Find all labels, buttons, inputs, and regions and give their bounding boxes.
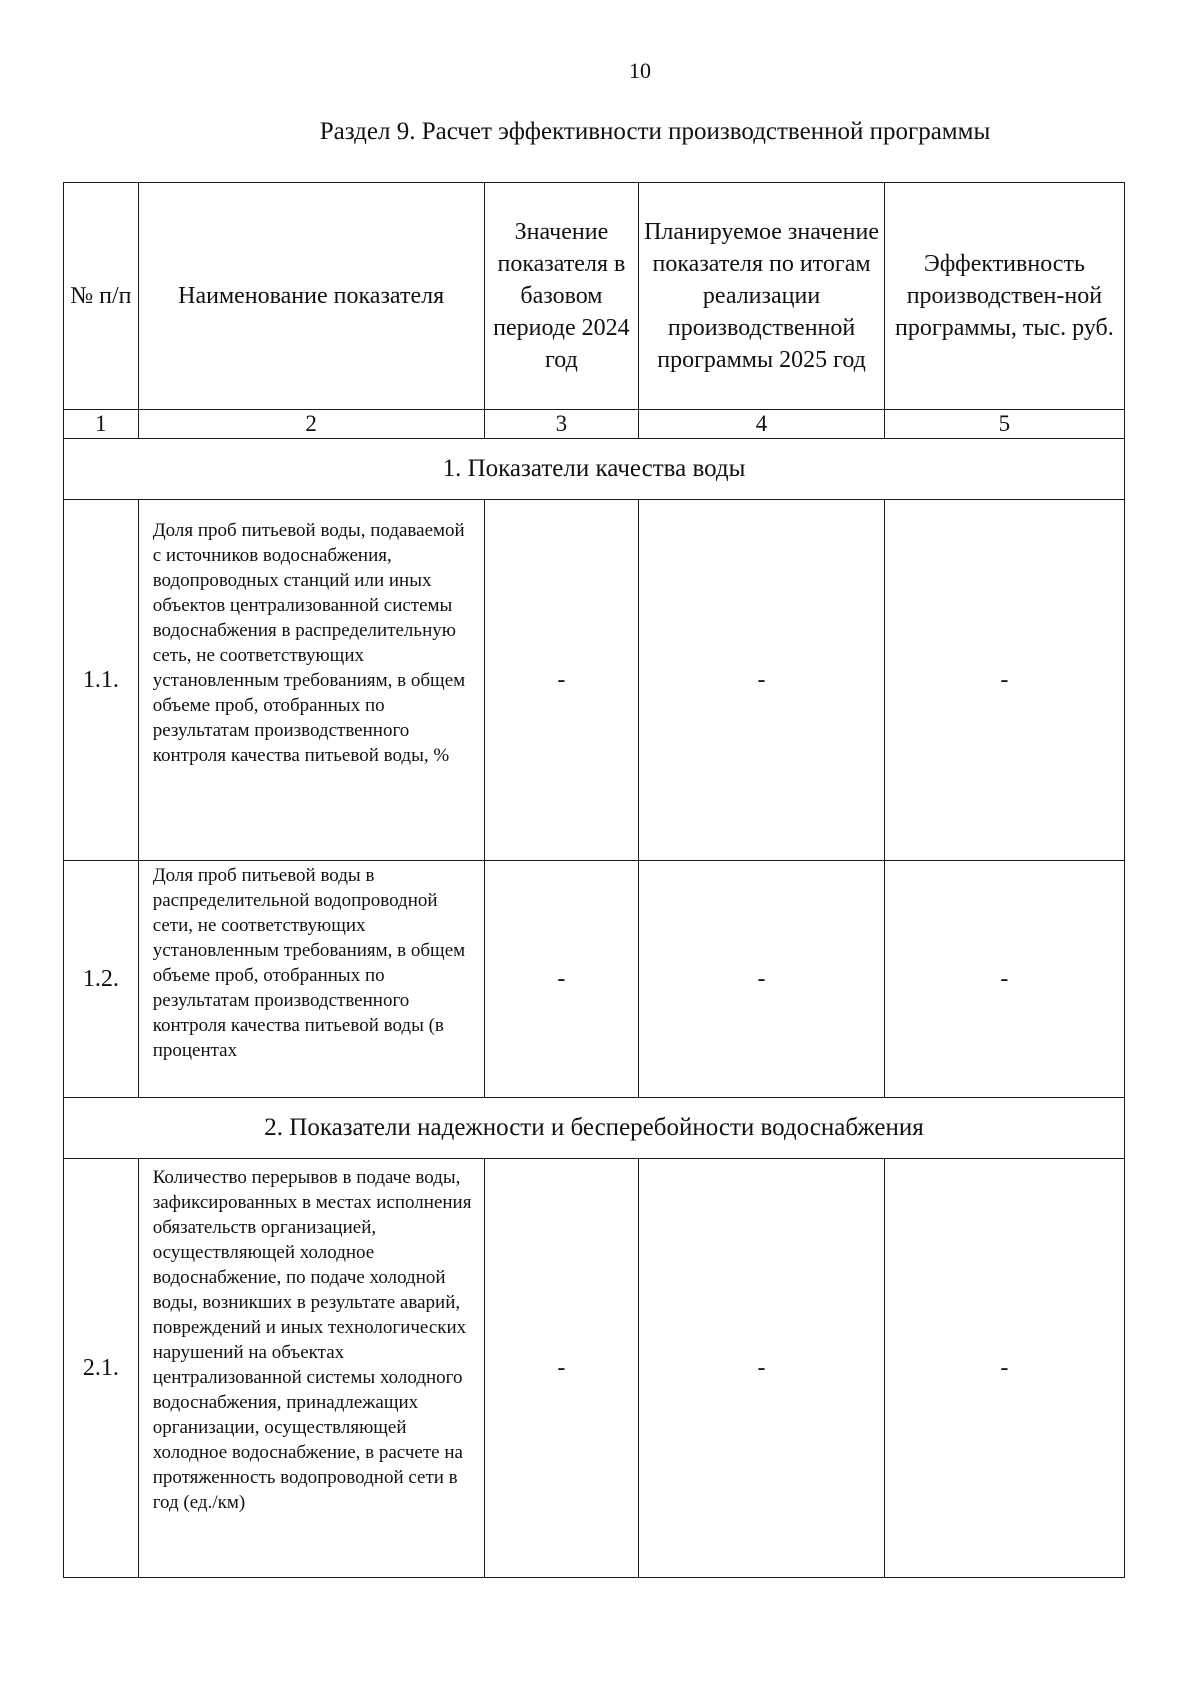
efficiency-value: - — [884, 500, 1124, 861]
indicator-name: Количество перерывов в подаче воды, зафиксированных в местах исполнения обязательств организацией, осуществляющей холодное водоснабжение, по подаче холодной воды, возникших в результате аварий, повреждений и иных технологических нарушений на объектах централизованной системы холодного водоснабжения, принадлежащих организации, осуществляющей холодное водоснабжение, в расчете на протяженность водопроводной сети в год (ед./км) — [138, 1159, 484, 1578]
table-row — [64, 500, 1125, 861]
indicator-name: Доля проб питьевой воды в распределительной водопроводной сети, не соответствующих установленным требованиям, в общем объеме проб, отобранных по результатам производственного контроля качества питьевой воды (в процентах — [138, 861, 484, 1098]
planned-value: - — [639, 861, 885, 1098]
header-indicator-name: Наименование показателя — [138, 183, 484, 410]
row-number: 2.1. — [64, 1159, 139, 1578]
indicator-name: Доля проб питьевой воды, подаваемой с источников водоснабжения, водопроводных станций или иных объектов централизованной системы водоснабжения в распределительную сеть, не соответствующих установленным требованиям, в общем объеме проб, отобранных по результатам производственного контроля качества питьевой воды, % — [138, 500, 484, 861]
group-row — [64, 1098, 1125, 1159]
group-row — [64, 439, 1125, 500]
table-header-row — [64, 183, 1125, 410]
table-row — [64, 861, 1125, 1098]
column-number: 4 — [639, 410, 885, 439]
base-value: - — [484, 861, 639, 1098]
base-value: - — [484, 500, 639, 861]
planned-value: - — [639, 1159, 885, 1578]
header-number: № п/п — [64, 183, 139, 410]
base-value: - — [484, 1159, 639, 1578]
header-base-value: Значение показателя в базовом периоде 2024 год — [484, 183, 639, 410]
page-number: 10 — [629, 58, 651, 83]
column-number-row — [64, 410, 1125, 439]
row-number: 1.2. — [64, 861, 139, 1098]
planned-value: - — [639, 500, 885, 861]
column-number: 2 — [138, 410, 484, 439]
efficiency-table — [63, 182, 1125, 1578]
column-number: 1 — [64, 410, 139, 439]
column-number: 3 — [484, 410, 639, 439]
group-title-water-quality: 1. Показатели качества воды — [64, 439, 1125, 500]
efficiency-value: - — [884, 861, 1124, 1098]
section-title: Раздел 9. Расчет эффективности производственной программы — [319, 118, 991, 145]
table-row — [64, 1159, 1125, 1578]
row-number: 1.1. — [64, 500, 139, 861]
header-efficiency: Эффективность производствен-ной программы, тыс. руб. — [884, 183, 1124, 410]
efficiency-value: - — [884, 1159, 1124, 1578]
column-number: 5 — [884, 410, 1124, 439]
group-title-reliability: 2. Показатели надежности и бесперебойности водоснабжения — [64, 1098, 1125, 1159]
header-planned-value: Планируемое значение показателя по итогам реализации производственной программы 2025 год — [639, 183, 885, 410]
